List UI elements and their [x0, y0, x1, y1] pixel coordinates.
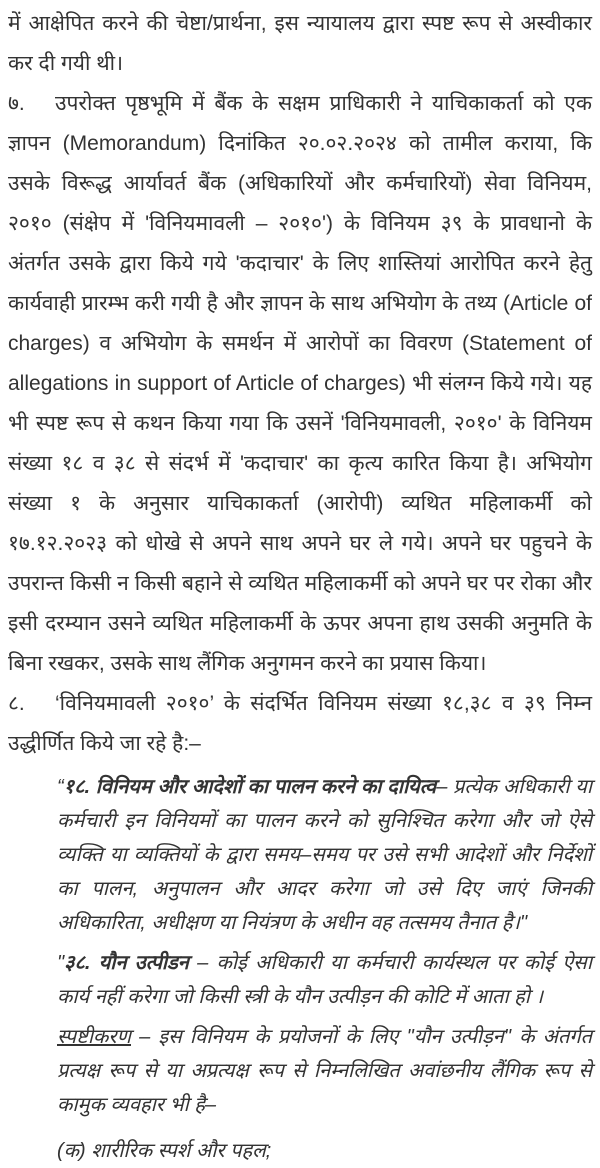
paragraph-8-text: ‘विनियमावली २०१०’ के संदर्भित विनियम संख्या १८,३८ व ३९ निम्न उद्धीर्णित किये जा रहे है:– [8, 692, 592, 755]
regulation-18-open-quote: “ [57, 776, 64, 798]
explanation-paragraph [57, 1020, 592, 1122]
paragraph-7-number: ७. [8, 92, 25, 115]
explanation-label: स्पष्टीकरण [57, 1026, 131, 1048]
clause-ka: (क) शारीरिक स्पर्श और पहल; [57, 1140, 272, 1162]
regulation-18-body: – प्रत्येक अधिकारी या कर्मचारी इन विनियमों का पालन करने को सुनिश्चित करेगा और जो ऐसे व्यक्ति या व्यक्तियों के द्वारा समय–समय पर उसे सभी आदेशों और निर्देशों का पालन, अनुपालन और आदर करेगा जो उसे दिए जाएं जिनकी अधिकारिता, अधीक्षण या नियंत्रण के अधीन वह तत्समय तैनात है।" [57, 776, 592, 934]
paragraph-7 [8, 84, 592, 684]
regulation-18-heading: १८. विनियम और आदेशों का पालन करने का दायित्व [63, 776, 437, 798]
intro-paragraph: में आक्षेपित करने की चेष्टा/प्रार्थना, इस न्यायालय द्वारा स्पष्ट रूप से अस्वीकार कर दी गयी थी। [8, 12, 592, 75]
regulation-18-quote [57, 770, 592, 940]
regulation-38-open-quote: " [57, 952, 65, 974]
regulation-38-body: – कोई अधिकारी या कर्मचारी कार्यस्थल पर कोई ऐसा कार्य नहीं करेगा जो किसी स्त्री के यौन उत्पीड़न की कोटि में आता हो । [57, 952, 593, 1008]
explanation-body: – इस विनियम के प्रयोजनों के लिए "यौन उत्पीड़न" के अंतर्गत प्रत्यक्ष रूप से या अप्रत्यक्ष रूप से निम्नलिखित अवांछनीय लैंगिक रूप से कामुक व्यवहार भी है– [57, 1026, 592, 1116]
paragraph-8 [8, 684, 592, 764]
regulation-38-heading: ३८. यौन उत्पीडन [64, 952, 189, 974]
paragraph-7-text: उपरोक्त पृष्ठभूमि में बैंक के सक्षम प्राधिकारी ने याचिकाकर्ता को एक ज्ञापन (Memorandum) दिनांकित २०.०२.२०२४ को तामील कराया, कि उसके विरूद्ध आर्यावर्त बैंक (अधिकारियों और कर्मचारियों) सेवा विनियम, २०१० (संक्षेप में 'विनियमावली – २०१०') के विनियम ३९ के प्रावधानो के अंतर्गत उसके द्वारा किये गये 'कदाचार' के लिए शास्तियां आरोपित करने हेतु कार्यवाही प्रारम्भ करी गयी है और ज्ञापन के साथ अभियोग के तथ्य (Article of charges) व अभियोग के समर्थन में आरोपों का विवरण (Statement of allegations in support of Article of charges) भी संलग्न किये गये। यह भी स्पष्ट रूप से कथन किया गया कि उसनें 'विनियमावली, २०१०' के विनियम संख्या १८ व ३८ से संदर्भ में 'कदाचार' का कृत्य कारित किया है। अभियोग संख्या १ के अनुसार याचिकाकर्ता (आरोपी) व्यथित महिलाकर्मी को १७.१२.२०२३ को धोखे से अपने साथ अपने घर ले गये। अपने घर पहुचने के उपरान्त किसी न किसी बहाने से व्यथित महिलाकर्मी को अपने घर पर रोका और इसी दरम्यान उसने व्यथित महिलाकर्मी के ऊपर अपना हाथ उसकी अनुमति के बिना रखकर, उसके साथ लैंगिक अनुगमन करने का प्रयास किया। [8, 92, 592, 675]
regulation-38-quote [57, 946, 592, 1014]
paragraph-8-number: ८. [8, 692, 25, 715]
